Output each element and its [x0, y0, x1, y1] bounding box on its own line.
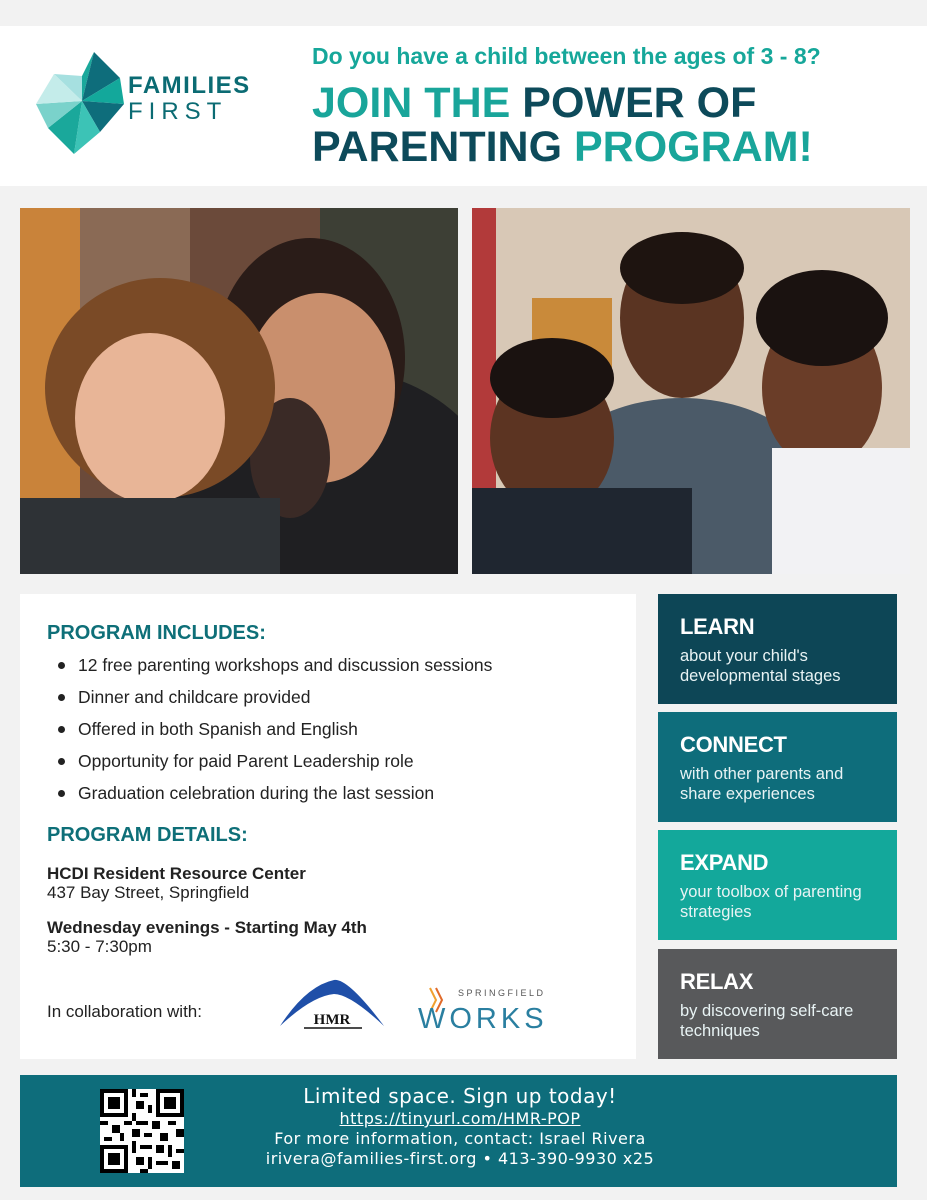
- benefit-title: RELAX: [680, 969, 754, 994]
- location-address: 437 Bay Street, Springfield: [47, 883, 250, 902]
- springfield-works-logo: [416, 984, 566, 1034]
- hmr-logo: [276, 972, 388, 1032]
- benefit-title: EXPAND: [680, 850, 769, 875]
- benefit-expand: [658, 830, 897, 940]
- benefit-relax: [658, 949, 897, 1059]
- list-item: Graduation celebration during the last session: [78, 782, 492, 814]
- schedule-time: 5:30 - 7:30pm: [47, 937, 152, 956]
- list-item: Dinner and childcare provided: [78, 686, 492, 718]
- families-first-logo: [34, 46, 274, 156]
- footer-signup: [20, 1075, 897, 1187]
- photo-father-children: [472, 208, 910, 574]
- works-text: WORKS: [418, 1003, 548, 1034]
- pinwheel-icon: [34, 46, 130, 156]
- list-item: Opportunity for paid Parent Leadership role: [78, 750, 492, 782]
- program-includes-list: [78, 654, 492, 814]
- hmr-text: HMR: [313, 1012, 351, 1028]
- benefit-text: by discovering self-care techniques: [680, 1002, 854, 1040]
- qr-code-icon[interactable]: [100, 1089, 184, 1173]
- benefit-learn: [658, 594, 897, 704]
- headline: [312, 81, 813, 169]
- signup-link[interactable]: https://tinyurl.com/HMR-POP: [339, 1109, 581, 1128]
- benefit-title: LEARN: [680, 614, 755, 639]
- logo-text: [128, 74, 251, 124]
- headline-join: JOIN THE: [312, 79, 511, 127]
- signup-headline: Limited space. Sign up today!: [303, 1084, 617, 1108]
- contact-line: For more information, contact: Israel Rivera: [274, 1129, 646, 1148]
- headline-power: POWER OF: [522, 79, 757, 127]
- collaboration-label: In collaboration with:: [47, 1002, 202, 1021]
- logo-line2: FIRST: [128, 98, 228, 125]
- list-item: 12 free parenting workshops and discussion sessions: [78, 654, 492, 686]
- location-name: HCDI Resident Resource Center: [47, 864, 306, 883]
- header-banner: [0, 26, 927, 186]
- program-details-title: PROGRAM DETAILS:: [47, 824, 248, 846]
- benefit-text: your toolbox of parenting strategies: [680, 883, 862, 921]
- email-phone-line: irivera@families-first.org • 413-390-9930 x25: [265, 1149, 655, 1168]
- benefit-text: with other parents and share experiences: [680, 765, 844, 803]
- footer-text: [220, 1083, 700, 1169]
- program-includes-title: PROGRAM INCLUDES:: [47, 622, 266, 644]
- benefit-title: CONNECT: [680, 732, 787, 757]
- photo-mother-child: [20, 208, 458, 574]
- program-info-box: [20, 594, 636, 1059]
- benefit-text: about your child's developmental stages: [680, 647, 841, 685]
- benefit-connect: [658, 712, 897, 822]
- list-item: Offered in both Spanish and English: [78, 718, 492, 750]
- headline-program: PROGRAM!: [574, 123, 813, 171]
- logo-line1: FAMILIES: [128, 72, 251, 99]
- headline-parenting: PARENTING: [312, 123, 563, 171]
- springfield-text: SPRINGFIELD: [458, 988, 546, 998]
- schedule-day: Wednesday evenings - Starting May 4th: [47, 918, 367, 937]
- age-question: Do you have a child between the ages of 3 - 8?: [312, 43, 821, 69]
- location-block: [47, 864, 306, 902]
- schedule-block: [47, 918, 367, 956]
